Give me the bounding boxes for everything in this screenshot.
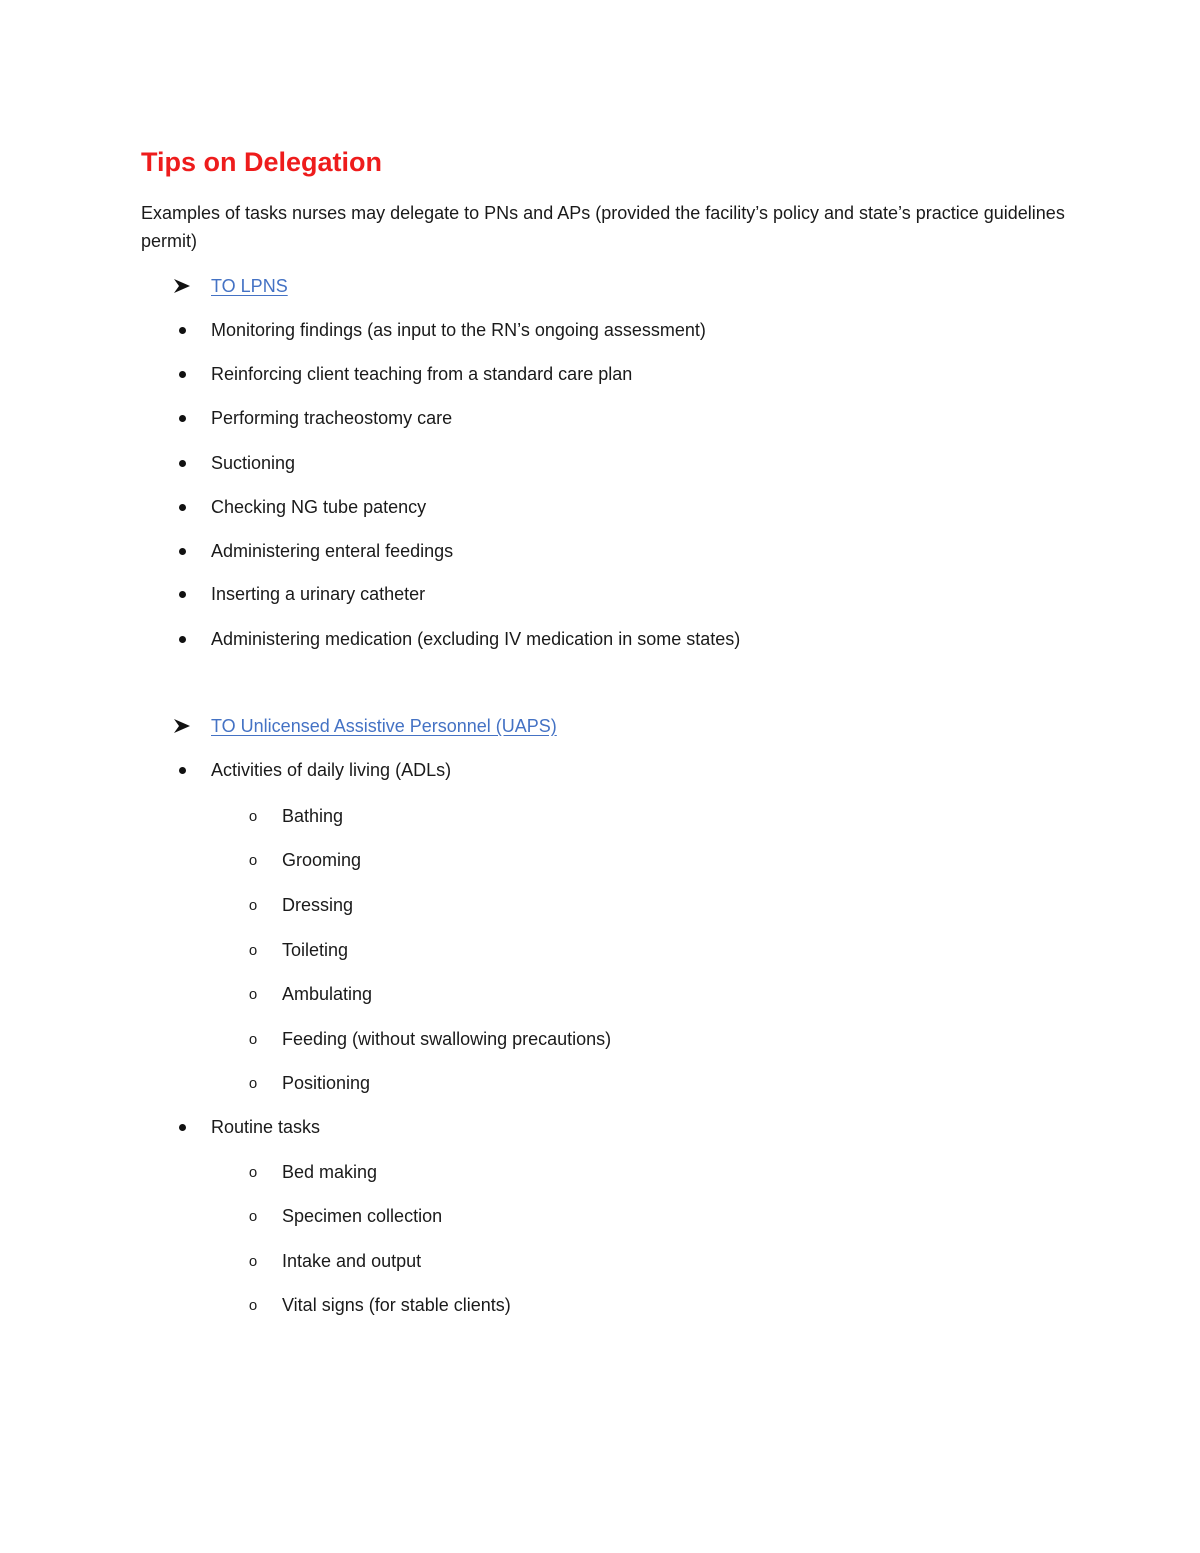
- sub-list-item-text: Positioning: [282, 1073, 371, 1093]
- sub-list-item: [243, 802, 343, 830]
- filled-circle-bullet-icon: [172, 548, 192, 555]
- filled-circle-bullet-icon: [172, 1124, 192, 1131]
- hollow-o-bullet-icon: o: [248, 851, 258, 869]
- filled-circle-bullet-icon: [172, 415, 192, 422]
- list-item-text: Reinforcing client teaching from a standard care plan: [211, 364, 633, 384]
- hollow-o-bullet-icon: o: [248, 896, 258, 914]
- sub-list-item: [243, 1291, 511, 1319]
- section-link-lpns[interactable]: TO LPNS: [211, 276, 288, 296]
- list-item-group-adls: [172, 756, 451, 784]
- filled-circle-bullet-icon: [172, 636, 192, 643]
- section-heading-lpns: [172, 272, 288, 300]
- sub-list-item-text: Grooming: [282, 850, 362, 870]
- filled-circle-bullet-icon: [172, 767, 192, 774]
- sub-list-item-text: Dressing: [282, 895, 354, 915]
- sub-list-item-text: Toileting: [282, 940, 349, 960]
- list-item-text: Checking NG tube patency: [211, 497, 427, 517]
- list-item: [172, 360, 632, 388]
- list-item: [172, 537, 453, 565]
- sub-list-item: [243, 1069, 370, 1097]
- filled-circle-bullet-icon: [172, 371, 192, 378]
- list-item-text: Administering enteral feedings: [211, 541, 454, 561]
- list-item-text: Performing tracheostomy care: [211, 408, 453, 428]
- hollow-o-bullet-icon: o: [248, 985, 258, 1003]
- list-item: [172, 404, 452, 432]
- sub-list-item: [243, 1247, 421, 1275]
- list-item: [172, 449, 295, 477]
- list-item: [172, 625, 740, 653]
- hollow-o-bullet-icon: o: [248, 1030, 258, 1048]
- list-item-text: Routine tasks: [211, 1117, 321, 1137]
- sub-list-item-text: Vital signs (for stable clients): [282, 1295, 511, 1315]
- sub-list-item: [243, 1158, 377, 1186]
- hollow-o-bullet-icon: o: [248, 941, 258, 959]
- intro-paragraph: Examples of tasks nurses may delegate to PNs and APs (provided the facility’s policy and state’s practice guidelines permit): [141, 203, 1065, 251]
- list-item-text: Activities of daily living (ADLs): [211, 760, 452, 780]
- arrowhead-bullet-icon: [172, 278, 192, 294]
- sub-list-item-text: Bathing: [282, 806, 344, 826]
- page-title: Tips on Delegation: [141, 147, 383, 177]
- filled-circle-bullet-icon: [172, 504, 192, 511]
- sub-list-item-text: Intake and output: [282, 1251, 422, 1271]
- hollow-o-bullet-icon: o: [248, 1163, 258, 1181]
- sub-list-item-text: Ambulating: [282, 984, 373, 1004]
- sub-list-item: [243, 936, 348, 964]
- hollow-o-bullet-icon: o: [248, 1207, 258, 1225]
- list-item: [172, 580, 425, 608]
- hollow-o-bullet-icon: o: [248, 1252, 258, 1270]
- sub-list-item: [243, 1202, 442, 1230]
- list-item: [172, 316, 706, 344]
- hollow-o-bullet-icon: o: [248, 807, 258, 825]
- hollow-o-bullet-icon: o: [248, 1296, 258, 1314]
- filled-circle-bullet-icon: [172, 327, 192, 334]
- sub-list-item: [243, 891, 353, 919]
- list-item: [172, 493, 426, 521]
- list-item-text: Inserting a urinary catheter: [211, 584, 426, 604]
- section-link-uaps[interactable]: TO Unlicensed Assistive Personnel (UAPS): [211, 716, 557, 736]
- sub-list-item: [243, 980, 372, 1008]
- sub-list-item-text: Specimen collection: [282, 1206, 443, 1226]
- list-item-group-routine: [172, 1113, 320, 1141]
- sub-list-item-text: Feeding (without swallowing precautions): [282, 1029, 612, 1049]
- list-item-text: Suctioning: [211, 453, 296, 473]
- hollow-o-bullet-icon: o: [248, 1074, 258, 1092]
- filled-circle-bullet-icon: [172, 591, 192, 598]
- list-item-text: Administering medication (excluding IV medication in some states): [211, 629, 741, 649]
- sub-list-item-text: Bed making: [282, 1162, 378, 1182]
- list-item-text: Monitoring findings (as input to the RN’s ongoing assessment): [211, 320, 706, 340]
- arrowhead-bullet-icon: [172, 718, 192, 734]
- filled-circle-bullet-icon: [172, 460, 192, 467]
- section-heading-uaps: [172, 712, 557, 740]
- sub-list-item: [243, 1025, 611, 1053]
- sub-list-item: [243, 846, 361, 874]
